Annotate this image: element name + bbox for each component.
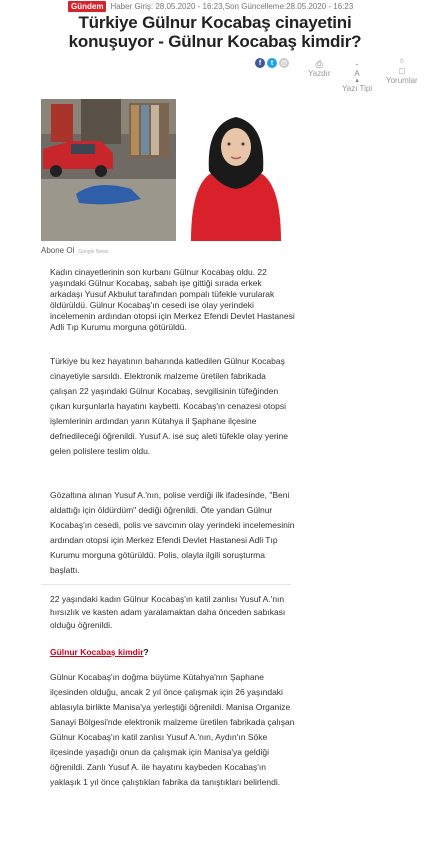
print-label: Yazdır xyxy=(308,69,331,78)
comment-count: 0 xyxy=(400,59,404,65)
print-icon: ⎙ xyxy=(315,59,323,69)
hero-photo xyxy=(41,99,291,241)
section-divider xyxy=(41,584,291,585)
comments-button[interactable] xyxy=(386,58,418,85)
font-label: Yazı Tipi xyxy=(342,84,373,93)
follow-google-news[interactable] xyxy=(41,246,108,255)
comment-icon: □ xyxy=(399,66,405,76)
subheading-link[interactable]: Gülnur Kocabaş kimdir xyxy=(50,647,144,657)
font-size-icon[interactable]: A xyxy=(354,69,360,78)
category-badge[interactable]: Gündem xyxy=(68,1,106,12)
article-subheading xyxy=(50,647,149,657)
follow-label: Abone Ol xyxy=(41,246,75,255)
hero-image[interactable] xyxy=(41,99,291,241)
page-title: Türkiye Gülnur Kocabaş cinayetini konuşuyor - Gülnur Kocabaş kimdir? xyxy=(68,13,362,51)
comments-label: Yorumlar xyxy=(386,76,418,85)
font-increase-icon[interactable]: ▲ xyxy=(354,78,361,84)
email-icon[interactable]: @ xyxy=(280,59,288,67)
print-button[interactable] xyxy=(308,60,331,78)
facebook-icon[interactable]: f xyxy=(255,58,265,68)
article-paragraph: Gülnur Kocabaş'ın doğma büyüme Kütahya'nın Şaphane ilçesinden olduğu, ancak 2 yıl önce çalışmak için 26 yaşındaki ablasıyla birlikte Manisa'ya yerleştiği öğrenildi. Manisa Organize Sanayi Bölgesi'nde elektronik malzeme üretilen fabrikada çalışan Gülnur Kocabaş'ın katil zanlısı Yusuf A.'nın, Aydın'ın Söke ilçesinde yaşadığı onun da çalışmak için Manisa'ya geldiği öğrenildi. Zanlı Yusuf A. ile hayatını kaybeden Kocabaş'ın yaklaşık 1 yıl önce çalıştıkları fabrika da tanıştıkları belirlendi. xyxy=(50,672,295,787)
article-paragraph: Gözaltına alınan Yusuf A.'nın, polise verdiği ilk ifadesinde, "Beni aldattığı için öldürdüm" dediği öğrenildi. Öte yandan Gülnur Kocabaş'ın cesedi, polis ve savcının olay yerindeki incelemesinin ardından otopsi için Merkez Efendi Devlet Hastanesi Adli Tıp Kurumu morguna götürüldü. Polis, olayla ilgili soruşturma başlattı. xyxy=(50,490,295,575)
share-buttons xyxy=(255,58,289,68)
subheading-suffix: ? xyxy=(143,647,149,657)
article-meta xyxy=(68,1,353,12)
google-news-logo: Google News xyxy=(78,249,109,255)
font-size-button[interactable] xyxy=(342,60,372,93)
article-paragraph: 22 yaşındaki kadın Gülnur Kocabaş'ın katil zanlısı Yusuf A.'nın hırsızlık ve kasten adam yaralamaktan daha önceden sabıkası olduğu öğrenildi. xyxy=(50,594,286,630)
article-paragraph: Türkiye bu kez hayatının baharında katledilen Gülnur Kocabaş cinayetiyle sarsıldı. Elektronik malzeme üretilen fabrikada çalışan 22 yaşındaki Gülnur Kocabaş, sevgilisinin tüfeğinden çıkan kurşunlarla hayatını kaybetti. Kocabaş'ın cenazesi otopsi işlemlerinin ardından yarın Kütahya il Şaphane ilçesine defnedileceği öğrenildi. Yusuf A. ise suç aleti tüfekle olay yerine gelen polislere teslim oldu. xyxy=(50,356,288,456)
article-paragraph: Kadın cinayetlerinin son kurbanı Gülnur Kocabaş oldu. 22 yaşındaki Gülnur Kocabaş, sabah işe gittiği sırada erkek arkadaşı Yusuf Akbulut tarafından pompalı tüfekle vurularak öldürüldü. Gülnur Kocabaş'ın cesedi ise olay yerindeki incelemenin ardından otopsi için Merkez Efendi Devlet Hastanesi Adli Tıp Kurumu morguna götürüldü. xyxy=(50,267,295,332)
twitter-icon[interactable]: t xyxy=(267,58,277,68)
font-decrease-icon[interactable]: - xyxy=(355,59,359,69)
publish-date: Haber Giriş: 28.05.2020 - 16:23,Son Güncelleme:28.05.2020 - 16:23 xyxy=(110,2,354,11)
